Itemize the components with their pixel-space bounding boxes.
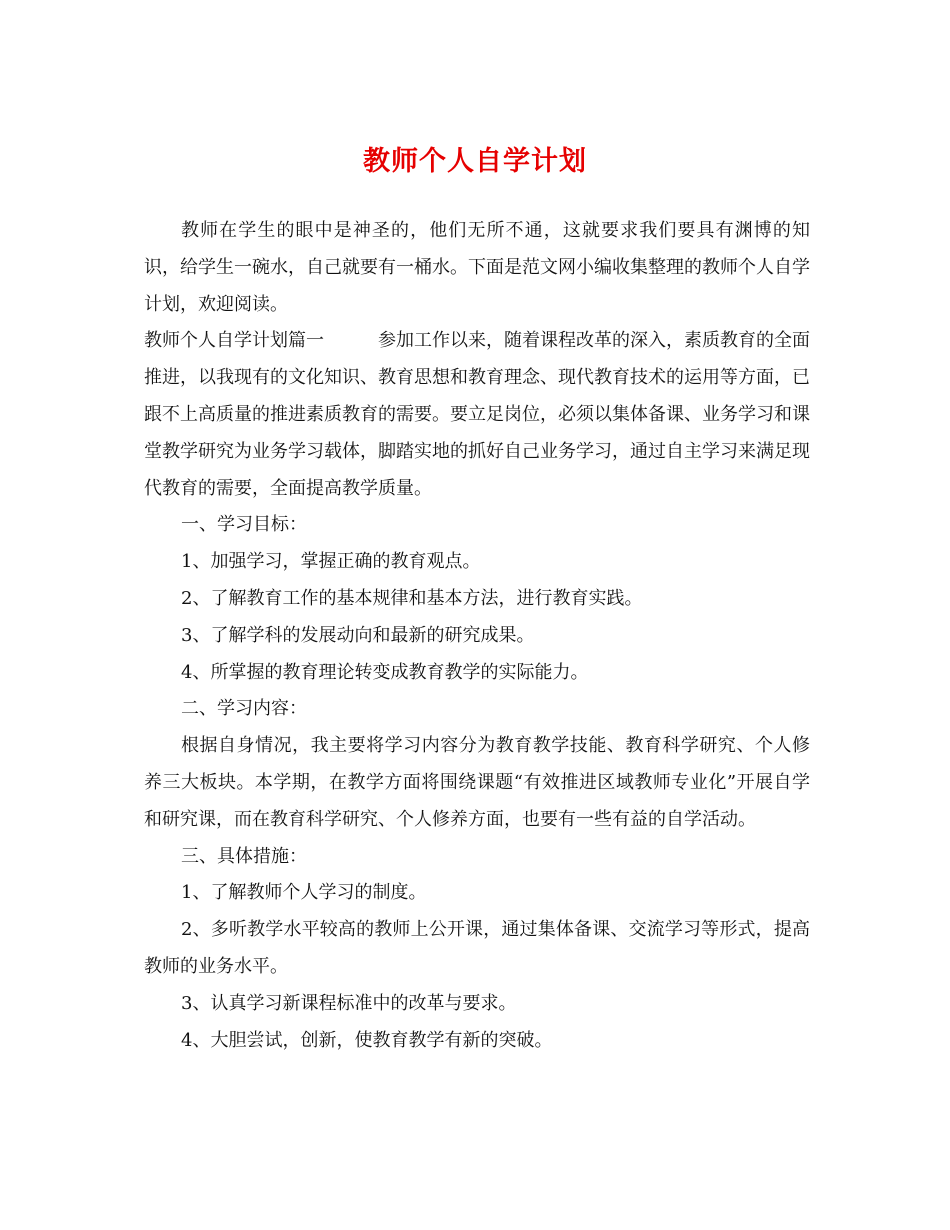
- section-heading: 教师个人自学计划篇一: [144, 330, 324, 352]
- goal-item: 2、了解教育工作的基本规律和基本方法，进行教育实践。: [181, 587, 643, 609]
- measure-item: 3、认真学习新课程标准中的改革与要求。: [181, 992, 517, 1014]
- intro-paragraph: 教师在学生的眼中是神圣的，他们无所不通，这就要求我们要具有渊博的知识，给学生一碗水，自己就要有一桶水。下面是范文网小编收集整理的教师个人自学计划，欢迎阅读。: [144, 220, 810, 315]
- measures-heading: 三、具体措施：: [181, 845, 307, 867]
- goal-item: 3、了解学科的发展动向和最新的研究成果。: [181, 624, 535, 646]
- section-paragraph: [144, 323, 810, 507]
- measure-item: 2、多听教学水平较高的教师上公开课，通过集体备课、交流学习等形式，提高教师的业务水平。: [144, 919, 810, 977]
- document-title: 教师个人自学计划: [363, 146, 587, 177]
- goal-item: 1、加强学习，掌握正确的教育观点。: [181, 551, 481, 573]
- content-heading: 二、学习内容：: [181, 698, 307, 720]
- measure-item: 4、大胆尝试，创新，使教育教学有新的突破。: [181, 1029, 553, 1051]
- goals-heading: 一、学习目标：: [181, 514, 307, 536]
- document-body: [144, 213, 810, 1059]
- measure-item: 1、了解教师个人学习的制度。: [181, 882, 427, 904]
- goal-item: 4、所掌握的教育理论转变成教育教学的实际能力。: [181, 661, 589, 683]
- content-paragraph: 根据自身情况，我主要将学习内容分为教育教学技能、教育科学研究、个人修养三大板块。本学期，在教学方面将围绕课题“有效推进区域教师专业化”开展自学和研究课，而在教育科学研究、个人修养方面，也要有一些有益的自学活动。: [144, 735, 810, 830]
- section-first-para: 参加工作以来，随着课程改革的深入，素质教育的全面推进，以我现有的文化知识、教育思想和教育理念、现代教育技术的运用等方面，已跟不上高质量的推进素质教育的需要。要立足岗位，必须以集体备课、业务学习和课堂教学研究为业务学习载体，脚踏实地的抓好自己业务学习，通过自主学习来满足现代教育的需要，全面提高教学质量。: [144, 330, 810, 499]
